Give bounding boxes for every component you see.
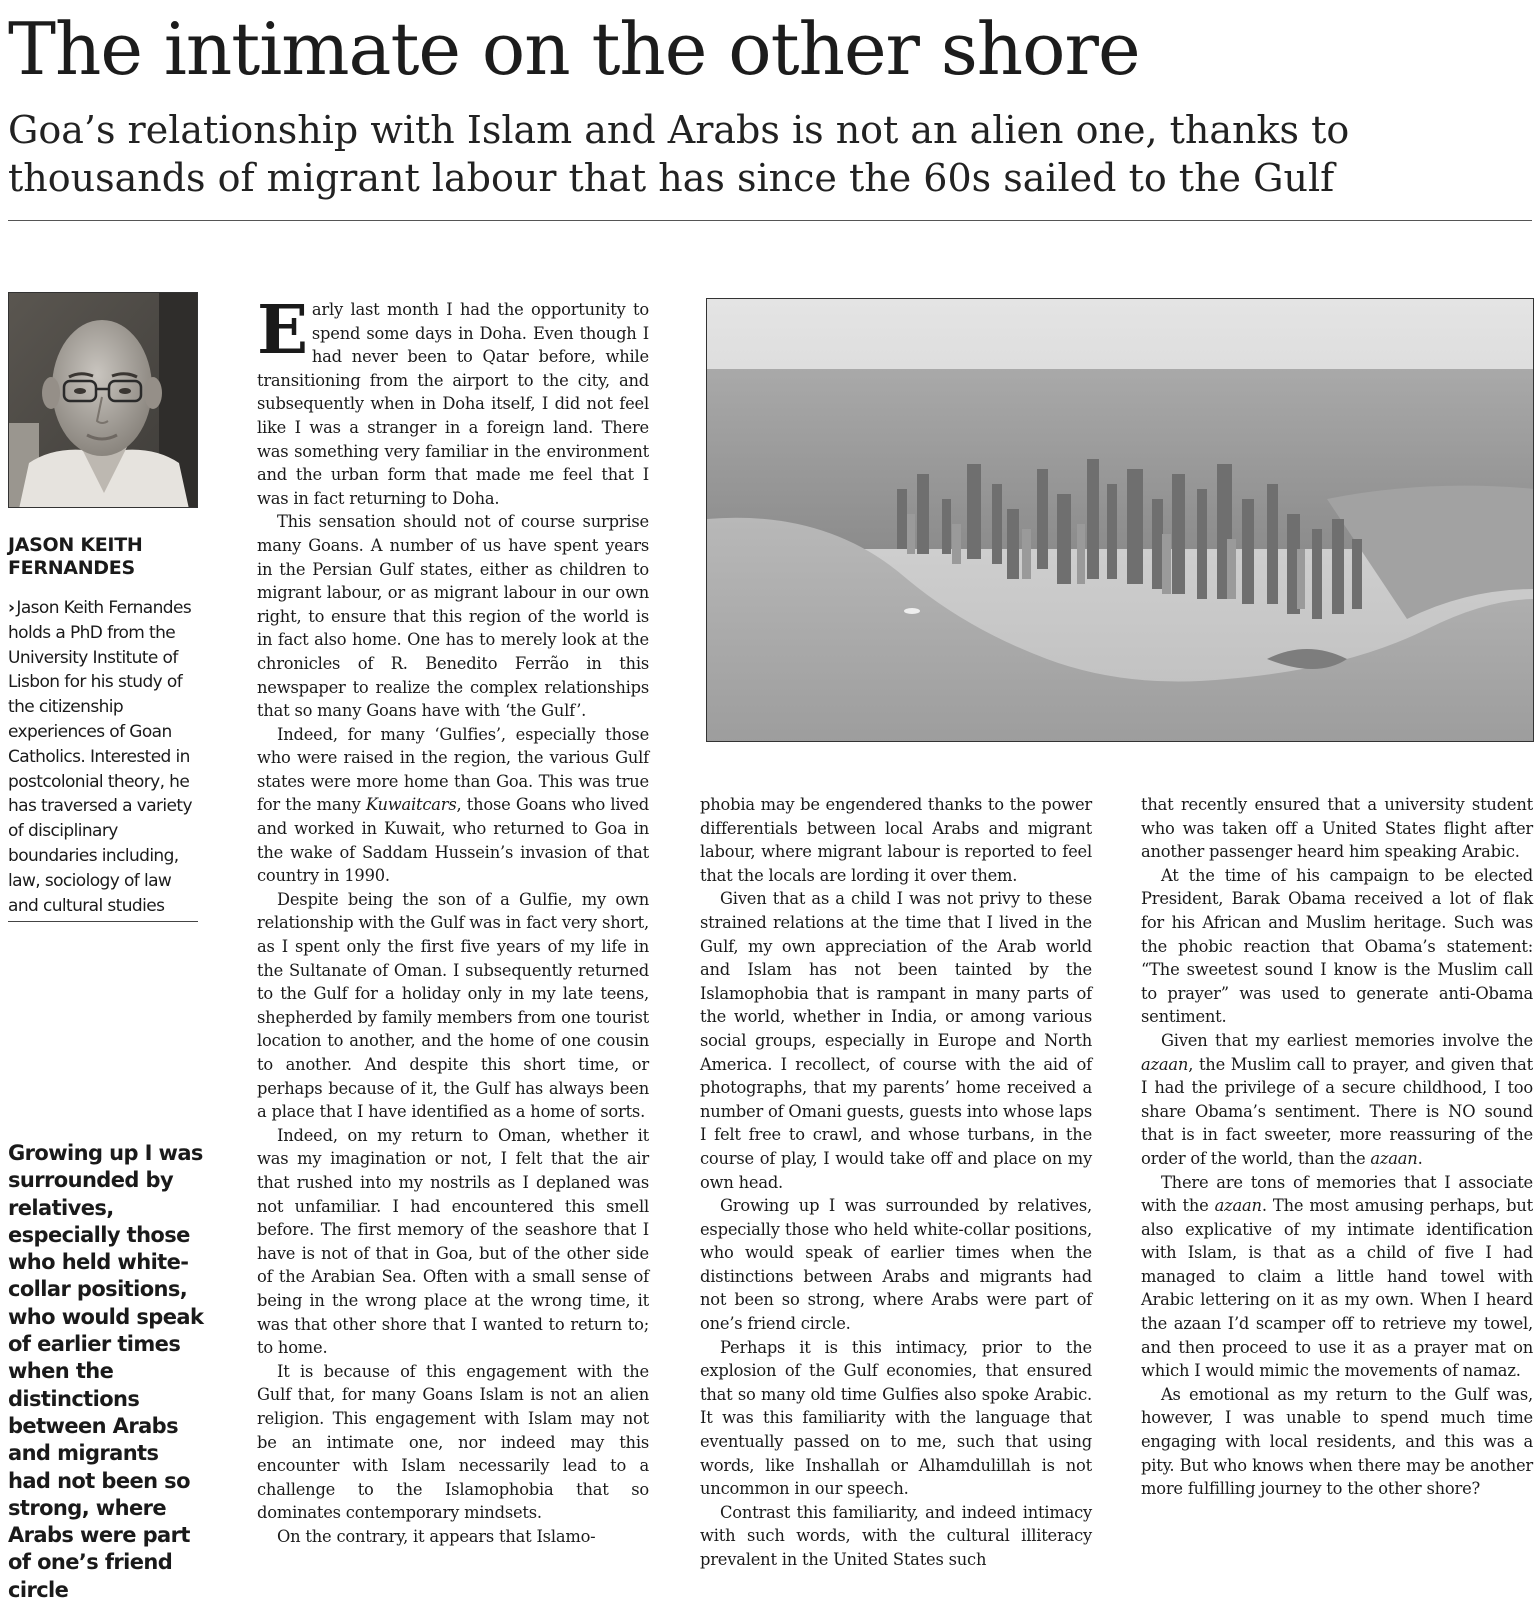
article-column-2	[700, 793, 1092, 1572]
article-paragraph: On the contrary, it appears that Islamo-	[277, 1526, 596, 1546]
doha-aerial-photo	[706, 298, 1534, 742]
article-paragraph: Indeed, for many ‘Gulfies’, especially those who were raised in the region, the various Gulf states were more home than Goa. This was true for the many Kuwaitcars, those Goans who lived and worked in Kuwait, who returned to Goa in the wake of Saddam Hussein’s invasion of that country in 1990.	[257, 724, 649, 886]
headline: The intimate on the other shore	[8, 7, 1140, 91]
article-paragraph: Perhaps it is this intimacy, prior to the explosion of the Gulf economies, that ensured that so many old time Gulfies also spoke Arabic. It was this familiarity with the language that eventually passed on to me, such that using words, like Inshallah or Alhamdulillah is not uncommon in our speech.	[700, 1337, 1092, 1499]
author-divider	[8, 921, 198, 922]
author-bio-text: Jason Keith Fernandes holds a PhD from the University Institute of Lisbon for his study of the citizenship experiences of Goan Catholics. Interested in postcolonial theory, he has traversed a variety of disciplinary boundaries including, law, sociology of law and cultural studies	[8, 598, 192, 916]
article-paragraph: Indeed, on my return to Oman, whether it was my imagination or not, I felt that the air that rushed into my nostrils as I deplaned was not unfamiliar. I had encountered this smell before. The first memory of the seashore that I have is not of that in Goa, but of the other side of the Arabian Sea. Often with a small sense of being in the wrong place at the wrong time, it was that other shore that I wanted to return to; to home.	[257, 1125, 649, 1358]
article-paragraph: Given that as a child I was not privy to these strained relations at the time that I lived in the Gulf, my own appreciation of the Arab world and Islam has not been tainted by the Islamophobia that is rampant in many parts of the world, whether in India, or among various social groups, especially in Europe and North America. I recollect, of course with the aid of photographs, that my parents’ home received a number of Omani guests, guests into whose laps I felt free to crawl, and whose turbans, in the course of play, I would take off and place on my own head.	[700, 889, 1093, 1192]
article-paragraph: This sensation should not of course surprise many Goans. A number of us have spent years in the Persian Gulf states, either as children to migrant labour, or as migrant labour in our own right, to ensure that this region of the world is in fact also home. One has to merely look at the chronicles of R. Benedito Ferrão in this newspaper to realize the complex relationships that so many Goans have with ‘the Gulf’.	[257, 512, 649, 721]
article-paragraph: It is because of this engagement with the Gulf that, for many Goans Islam is not an alien religion. This engagement with Islam may not be an intimate one, nor indeed may this encounter with Islam necessarily lead to a challenge to the Islamophobia that so dominates contemporary mindsets.	[257, 1361, 649, 1523]
header-divider	[8, 220, 1532, 221]
pull-quote: Growing up I was surrounded by relatives, especially those who held white-collar positions, who would speak of earlier times when the distinctions between Arabs and migrants had not been so strong, where Arabs were part of one’s friend circle	[8, 1141, 204, 1602]
article-column-3	[1141, 793, 1533, 1501]
article-paragraph: Growing up I was surrounded by relatives, especially those who held white-collar positions, who would speak of earlier times when the distinctions between Arabs and migrants had not been so strong, where Arabs were part of one’s friend circle.	[700, 1196, 1092, 1334]
author-photo	[8, 292, 198, 508]
article-paragraph: Contrast this familiarity, and indeed intimacy with such words, with the cultural illiteracy prevalent in the United States such	[700, 1502, 1092, 1569]
author-bio	[8, 596, 198, 918]
article-paragraph: As emotional as my return to the Gulf was, however, I was unable to spend much time engaging with local residents, and this was a pity. But who knows when there may be another more fulfilling journey to the other shore?	[1141, 1384, 1533, 1499]
article-paragraph: Early last month I had the opportunity to spend some days in Doha. Even though I had never been to Qatar before, while transitioning from the airport to the city, and subsequently when in Doha itself, I did not feel like I was a stranger in a foreign land. There was something very familiar in the environment and the urban form that made me feel that I was in fact returning to Doha.	[257, 290, 649, 508]
article-paragraph: phobia may be engendered thanks to the power differentials between local Arabs and migrant labour, where migrant labour is reported to feel that the locals are lording it over them.	[700, 795, 1092, 885]
article-paragraph: Given that my earliest memories involve the azaan, the Muslim call to prayer, and given that I had the privilege of a secure childhood, I too share Obama’s sentiment. There is NO sound that is in fact sweeter, more reassuring of the order of the world, than the azaan.	[1141, 1030, 1533, 1168]
italic-term: Kuwaitcars	[365, 795, 457, 815]
article-paragraph: Despite being the son of a Gulfie, my own relationship with the Gulf was in fact very short, as I spent only the first five years of my life in the Sultanate of Oman. I subsequently returned to the Gulf for a holiday only in my late teens, shepherded by family members from one tourist location to another, and the home of one cousin to another. And despite this short time, or perhaps because of it, the Gulf has always been a place that I have identified as a home of sorts.	[257, 889, 649, 1122]
bio-arrow-icon: ›	[8, 598, 15, 618]
article-column-1	[257, 290, 649, 1548]
article-paragraph: There are tons of memories that I associate with the azaan. The most amusing perhaps, but also explicative of my intimate identification with Islam, is that as a child of five I had managed to claim a little hand towel with Arabic lettering on it as my own. When I heard the azaan I’d scamper off to retrieve my towel, and then proceed to use it as a prayer mat on which I would mimic the movements of namaz.	[1141, 1172, 1534, 1381]
article-paragraph: At the time of his campaign to be elected President, Barak Obama received a lot of flak for his African and Muslim heritage. Such was the phobic reaction that Obama’s statement: “The sweetest sound I know is the Muslim call to prayer” was used to generate anti-Obama sentiment.	[1141, 865, 1533, 1027]
italic-term: azaan	[1370, 1148, 1418, 1168]
italic-term: azaan	[1214, 1196, 1262, 1216]
article-paragraph: that recently ensured that a university student who was taken off a United States flight after another passenger heard him speaking Arabic.	[1141, 795, 1533, 862]
author-name: JASON KEITH FERNANDES	[8, 534, 143, 579]
italic-term: azaan	[1141, 1054, 1189, 1074]
deck-subheadline: Goa’s relationship with Islam and Arabs is not an alien one, thanks to thousands of migrant labour that has since the 60s sailed to the Gulf	[8, 108, 1350, 200]
drop-cap: E	[257, 290, 308, 369]
